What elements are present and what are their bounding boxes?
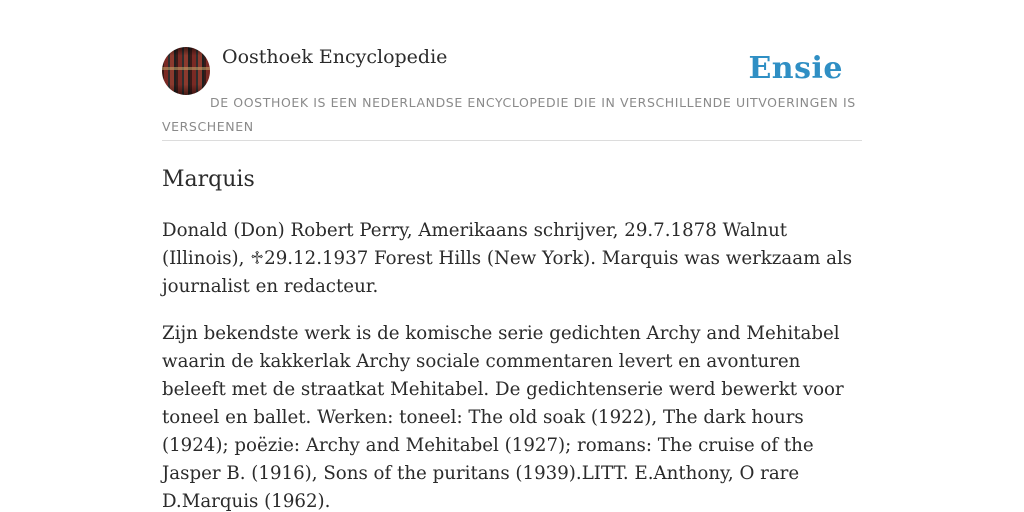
- ensie-logo[interactable]: Ensie: [748, 51, 843, 86]
- site-tagline: DE OOSTHOEK IS EEN NEDERLANDSE ENCYCLOPEDIE DIE IN VERSCHILLENDE UITVOERINGEN IS VERSCHENEN: [162, 95, 856, 134]
- article-paragraph: Zijn bekendste werk is de komische serie gedichten Archy and Mehitabel waarin de kakkerlak Archy sociale commentaren levert en avonturen beleeft met de straatkat Mehitabel. De gedichtenserie werd bewerkt voor toneel en ballet. Werken: toneel: The old soak (1922), The dark hours (1924); poëzie: Archy and Mehitabel (1927); romans: The cruise of the Jasper B. (1916), Sons of the puritans (1939).LITT. E.Anthony, O rare D.Marquis (1962).: [162, 323, 844, 512]
- article-title: Marquis: [162, 167, 255, 192]
- encyclopedia-card: [162, 45, 862, 512]
- site-name-link[interactable]: Oosthoek Encyclopedie: [222, 46, 448, 68]
- book-spines-icon[interactable]: [162, 47, 210, 95]
- article-paragraph: Donald (Don) Robert Perry, Amerikaans schrijver, 29.7.1878 Walnut (Illinois), ♱29.12.1937 Forest Hills (New York). Marquis was werkzaam als journalist en redacteur.: [162, 220, 853, 297]
- card-header: [162, 45, 862, 141]
